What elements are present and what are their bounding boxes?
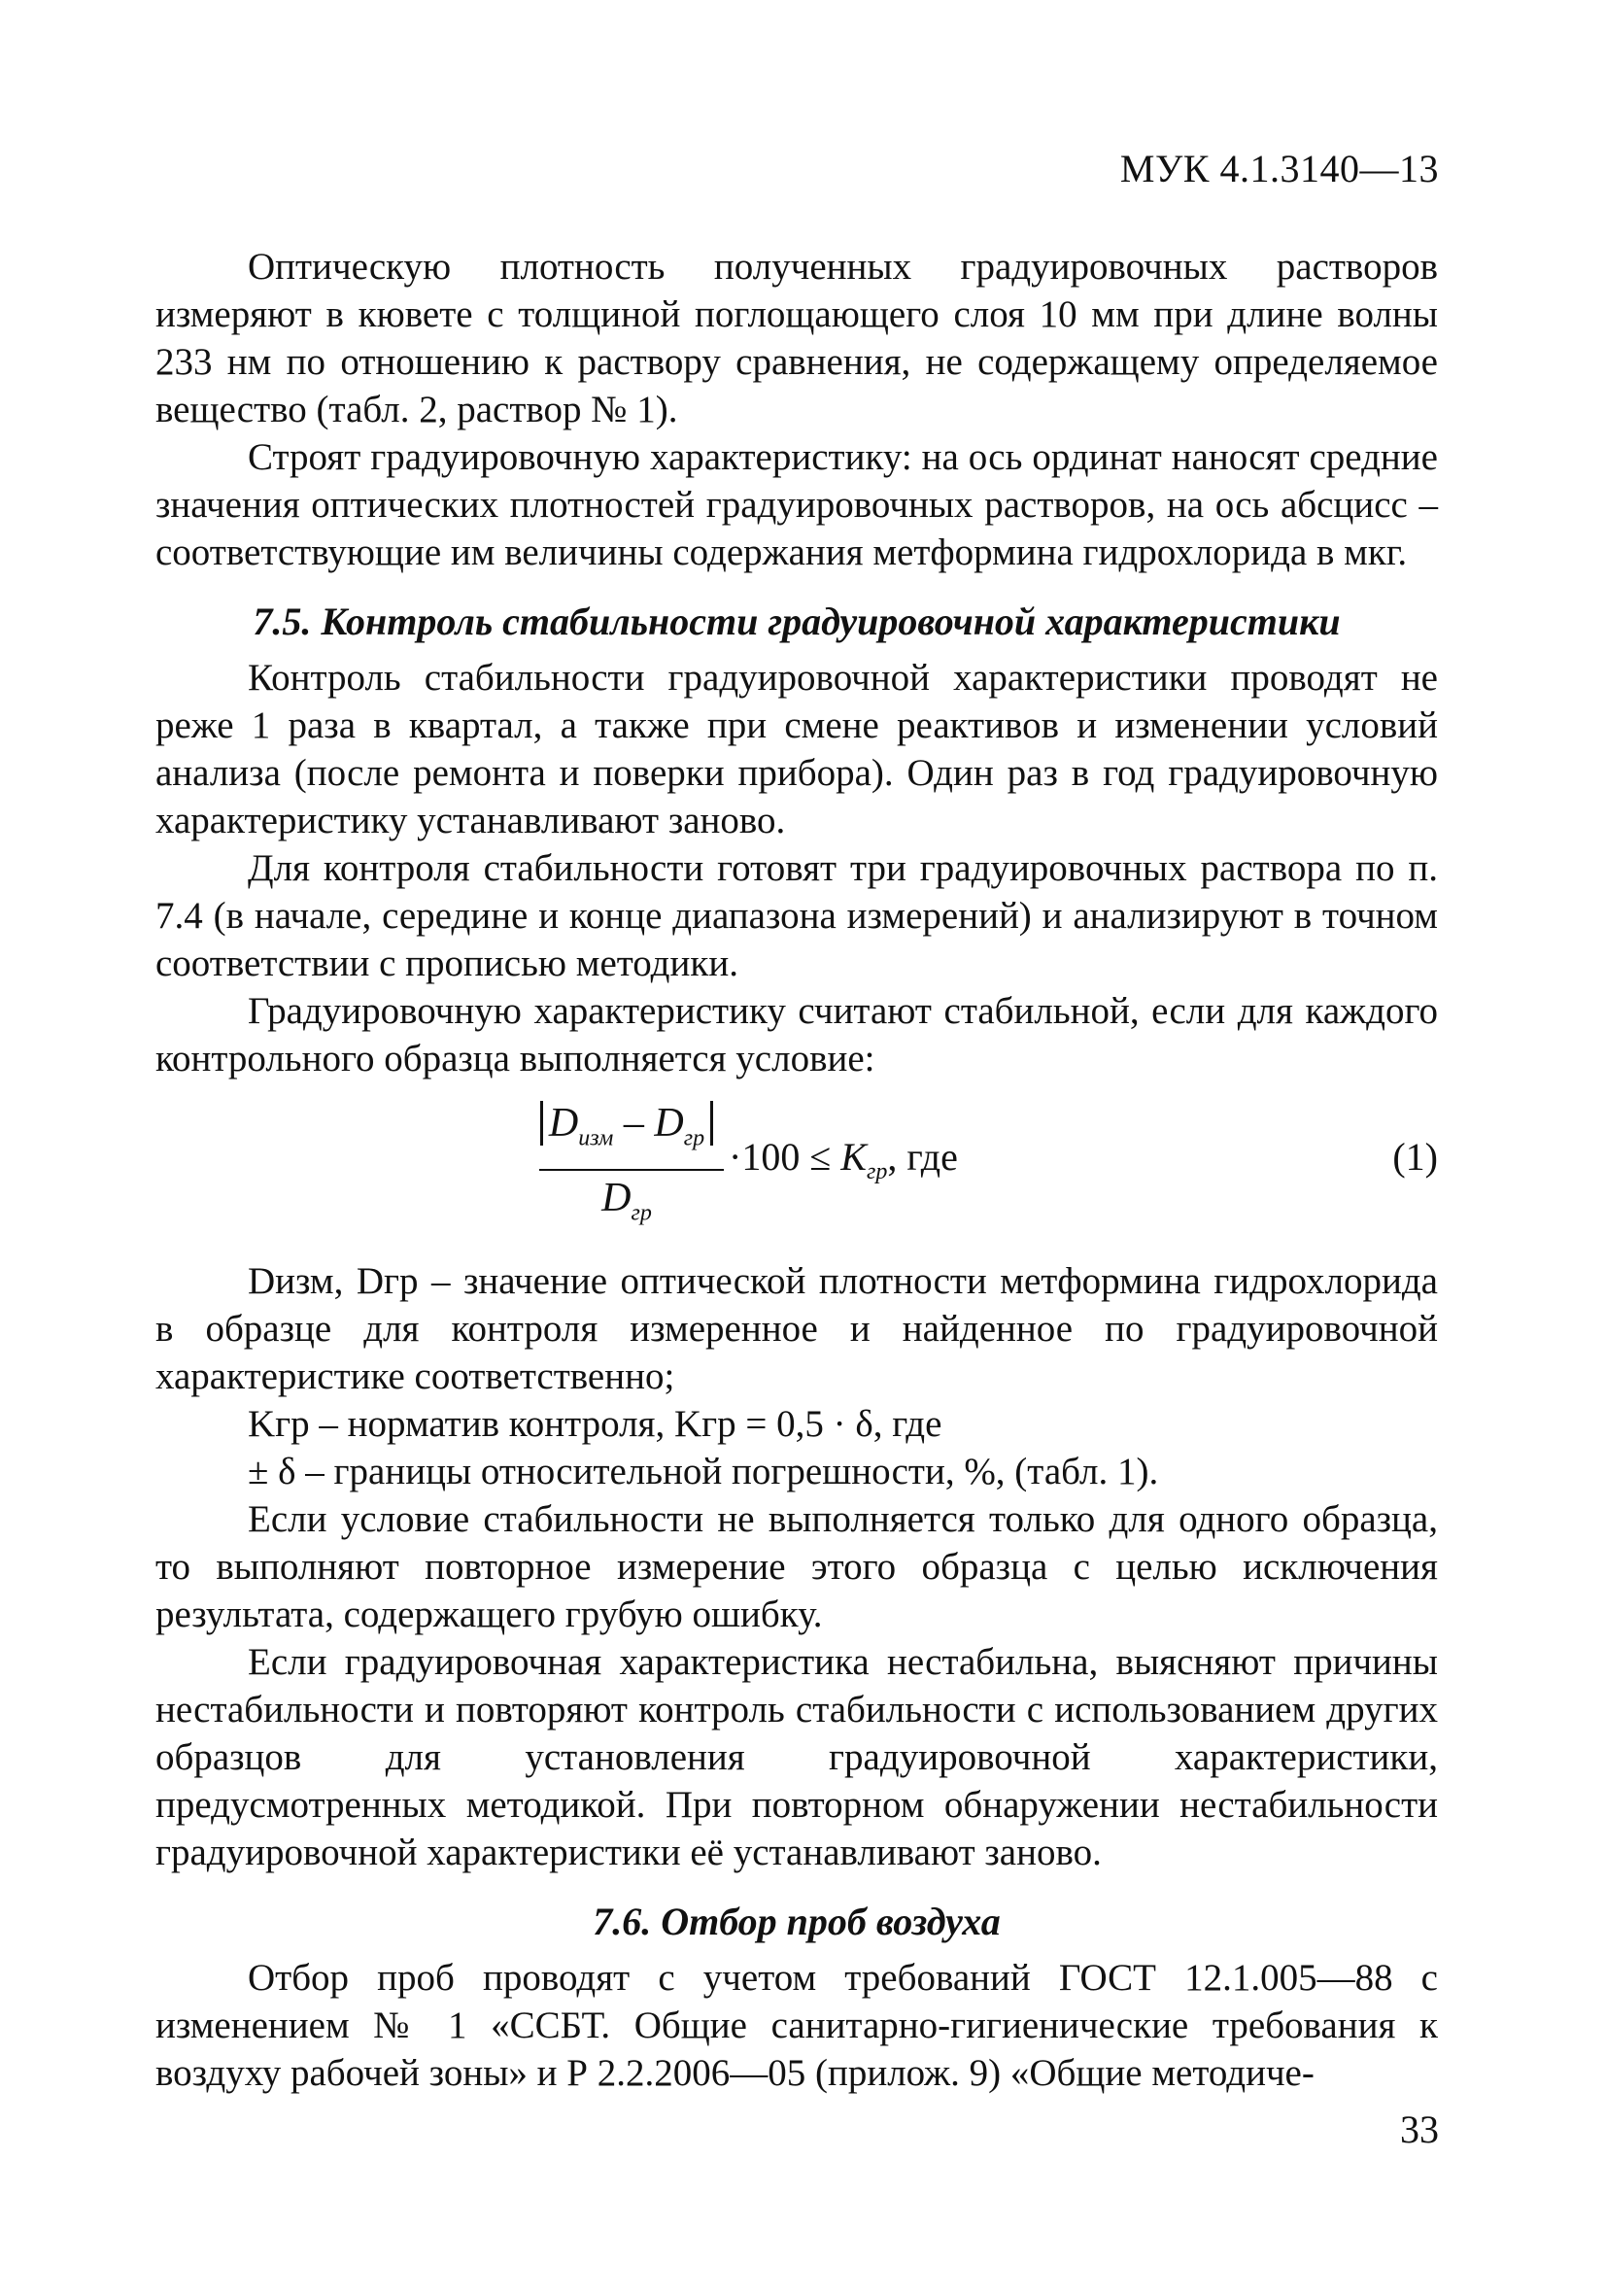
section-heading-7-5: 7.5. Контроль стабильности градуировочной характеристики bbox=[253, 600, 1341, 643]
formula-1 bbox=[155, 1098, 1438, 1244]
formula-denominator bbox=[539, 1171, 714, 1240]
minus-sign: – bbox=[623, 1101, 644, 1146]
k-symbol: K bbox=[840, 1135, 867, 1179]
paragraph: Для контроля стабильности готовят три градуировочных раствора по п. 7.4 (в начале, середине и конце диапазона измерений) и анализируют в точном соответствии с прописью методики. bbox=[155, 847, 1438, 984]
formula-multiplier: ·100 ≤ bbox=[729, 1135, 832, 1179]
formula-numerator bbox=[539, 1098, 714, 1163]
d-symbol: D bbox=[601, 1176, 632, 1221]
subscript-gr: гр bbox=[683, 1125, 705, 1151]
formula-where: , где bbox=[887, 1135, 958, 1179]
absolute-value bbox=[540, 1101, 713, 1151]
section-heading-7-6: 7.6. Отбор проб воздуха bbox=[593, 1900, 1001, 1943]
subscript-meas: изм bbox=[578, 1125, 614, 1151]
subscript-gr: гр bbox=[631, 1200, 652, 1226]
paragraph: Отбор проб проводят с учетом требований ГОСТ 12.1.005—88 с изменением № 1 «ССБТ. Общие санитарно-гигиенические требования к воздуху рабочей зоны» и Р 2.2.2006—05 (прилож. 9) «Общие методиче- bbox=[155, 1957, 1438, 2094]
formula-fraction bbox=[539, 1098, 714, 1241]
formula-rest bbox=[729, 1133, 958, 1196]
document-code: МУК 4.1.3140—13 bbox=[1119, 147, 1439, 190]
paragraph: Если градуировочная характеристика нестабильна, выясняют причины нестабильности и повторяют контроль стабильности с использованием других образцов для установления градуировочной характеристики, предусмотренных методикой. При повторном обнаружении нестабильности градуировочной характеристики её устанавливают заново. bbox=[155, 1641, 1438, 1873]
page-body bbox=[155, 243, 1438, 2097]
d-symbol: D bbox=[548, 1101, 579, 1146]
paragraph: Если условие стабильности не выполняется только для одного образца, то выполняют повторное измерение этого образца с целью исключения результата, содержащего грубую ошибку. bbox=[155, 1498, 1438, 1635]
definition-d: Dизм, Dгр – значение оптической плотности метформина гидрохлорида в образце для контроля измеренное и найденное по градуировочной характеристике соответственно; bbox=[155, 1260, 1438, 1397]
subscript-gr: гр bbox=[866, 1159, 888, 1184]
d-symbol: D bbox=[654, 1101, 684, 1146]
paragraph: Градуировочную характеристику считают стабильной, если для каждого контрольного образца выполняется условие: bbox=[155, 990, 1438, 1079]
paragraph: Строят градуировочную характеристику: на ось ординат наносят средние значения оптических плотностей градуировочных растворов, на ось абсцисс – соответствующие им величины содержания метформина гидрохлорида в мкг. bbox=[155, 436, 1438, 573]
page-number: 33 bbox=[1400, 2108, 1439, 2151]
paragraph: Оптическую плотность полученных градуировочных растворов измеряют в кювете с толщиной поглощающего слоя 10 мм при длине волны 233 нм по отношению к раствору сравнения, не содержащему определяемое вещество (табл. 2, раствор № 1). bbox=[155, 246, 1438, 430]
definition-k: Kгр – норматив контроля, Kгр = 0,5 · δ, где bbox=[248, 1403, 942, 1445]
definition-delta: ± δ – границы относительной погрешности, %, (табл. 1). bbox=[248, 1451, 1159, 1492]
paragraph: Контроль стабильности градуировочной характеристики проводят не реже 1 раза в квартал, а также при смене реактивов и изменении условий анализа (после ремонта и поверки прибора). Один раз в год градуировочную характеристику устанавливают заново. bbox=[155, 657, 1438, 841]
equation-number: (1) bbox=[1392, 1135, 1438, 1179]
